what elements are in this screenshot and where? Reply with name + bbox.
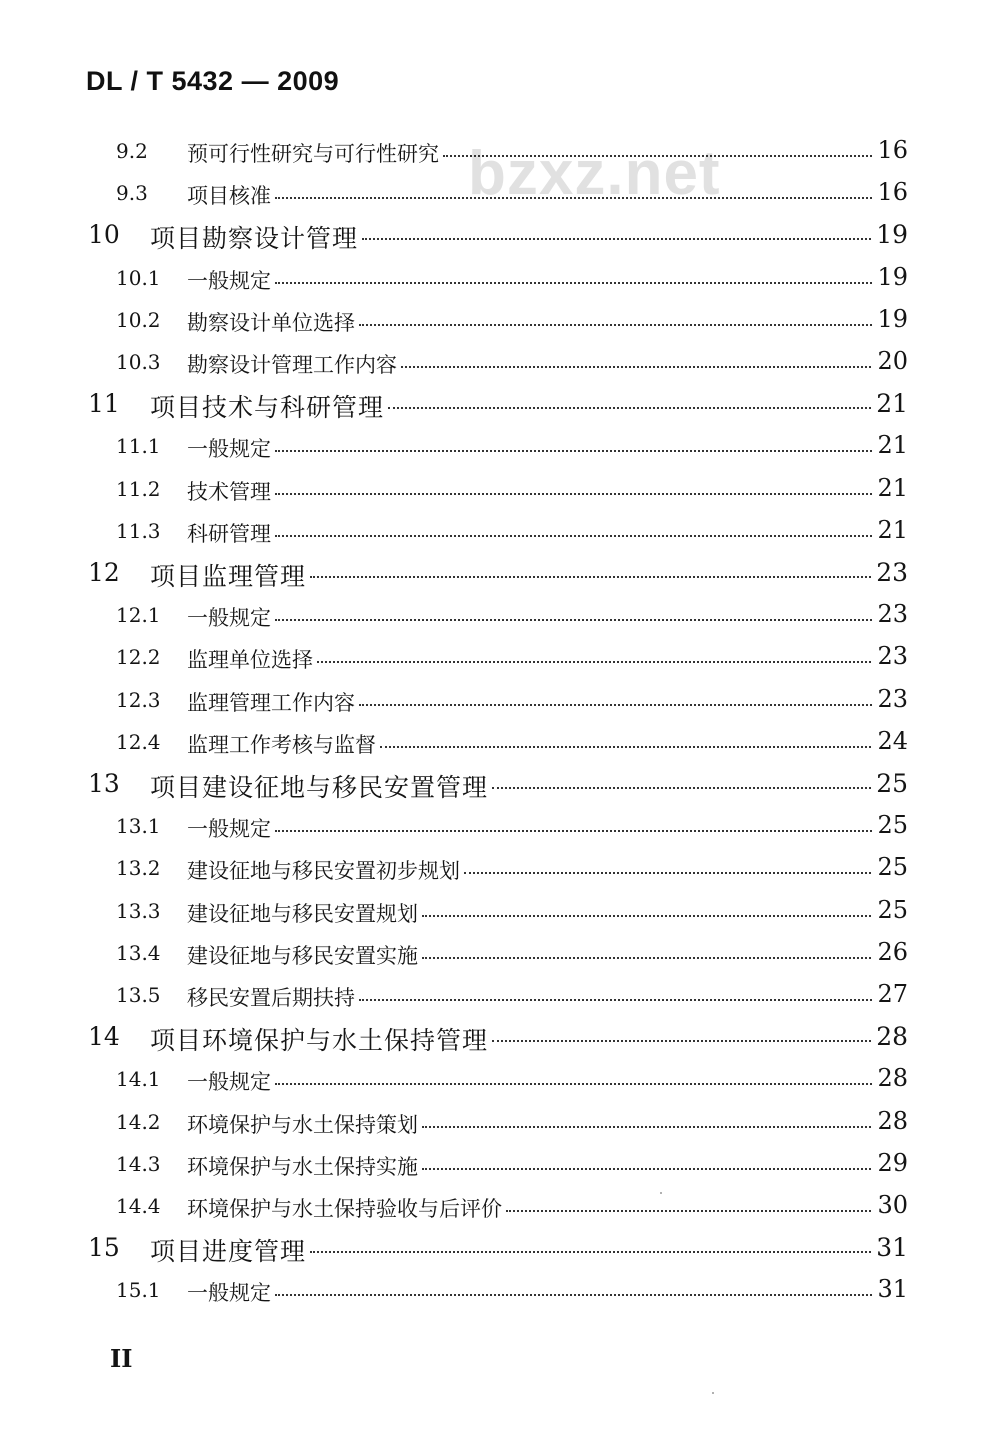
toc-entry-title: 监理单位选择 [187, 644, 317, 674]
toc-entry-page: 24 [873, 727, 908, 755]
toc-entry-page: 31 [872, 1233, 908, 1262]
toc-section-entry[interactable] [0, 847, 1000, 887]
toc-dot-leader [310, 576, 875, 578]
toc-entry-title: 一般规定 [187, 813, 275, 843]
toc-entry-page: 21 [873, 516, 908, 544]
toc-entry-title: 建设征地与移民安置初步规划 [187, 855, 464, 885]
toc-dot-leader [380, 746, 875, 748]
toc-chapter-entry[interactable] [0, 552, 1000, 592]
toc-section-entry[interactable] [0, 890, 1000, 930]
toc-entry-title: 一般规定 [187, 1066, 275, 1096]
toc-entry-number: 13.5 [116, 983, 161, 1007]
toc-entry-page: 30 [873, 1191, 908, 1219]
toc-entry-page: 25 [873, 811, 908, 839]
toc-entry-number: 12.3 [116, 688, 161, 712]
toc-section-entry[interactable] [0, 1058, 1000, 1098]
toc-chapter-entry[interactable] [0, 1016, 1000, 1056]
toc-chapter-entry[interactable] [0, 383, 1000, 423]
toc-entry-page: 23 [872, 558, 908, 587]
toc-entry-number: 10.2 [116, 308, 161, 332]
toc-entry-title: 勘察设计单位选择 [187, 307, 359, 337]
toc-dot-leader [362, 238, 875, 240]
toc-entry-number: 14.1 [116, 1067, 161, 1091]
toc-dot-leader [422, 957, 875, 959]
toc-entry-title: 建设征地与移民安置规划 [187, 898, 422, 928]
toc-entry-title: 一般规定 [187, 265, 275, 295]
toc-entry-page: 25 [873, 896, 908, 924]
toc-entry-number: 9.2 [116, 139, 148, 163]
toc-entry-page: 21 [873, 474, 908, 502]
scan-speck [660, 1192, 662, 1194]
watermark: bzxz.net [468, 139, 721, 208]
toc-entry-title: 项目核准 [187, 180, 275, 210]
toc-entry-title: 项目勘察设计管理 [150, 219, 362, 255]
toc-entry-number: 11.3 [116, 519, 161, 543]
toc-entry-title: 一般规定 [187, 433, 275, 463]
toc-dot-leader [275, 282, 875, 284]
toc-section-entry[interactable] [0, 468, 1000, 508]
toc-entry-page: 16 [873, 178, 908, 206]
toc-entry-number: 12 [88, 558, 120, 587]
toc-dot-leader [464, 872, 875, 874]
toc-entry-number: 14.4 [116, 1194, 161, 1218]
toc-entry-page: 29 [873, 1149, 908, 1177]
toc-dot-leader [359, 704, 875, 706]
scan-speck [712, 1392, 714, 1394]
toc-entry-number: 10.1 [116, 266, 161, 290]
toc-dot-leader [492, 787, 875, 789]
toc-entry-page: 23 [873, 642, 908, 670]
toc-dot-leader [492, 1040, 875, 1042]
toc-entry-title: 项目建设征地与移民安置管理 [150, 768, 492, 804]
toc-section-entry[interactable] [0, 1143, 1000, 1183]
toc-dot-leader [275, 1083, 875, 1085]
toc-entry-page: 28 [873, 1107, 908, 1135]
toc-entry-number: 11 [88, 389, 120, 418]
toc-dot-leader [275, 619, 875, 621]
page-number: II [110, 1344, 133, 1373]
toc-chapter-entry[interactable] [0, 763, 1000, 803]
toc-entry-number: 15.1 [116, 1278, 161, 1302]
toc-entry-number: 11.1 [116, 434, 161, 458]
toc-entry-title: 项目环境保护与水土保持管理 [150, 1021, 492, 1057]
toc-dot-leader [275, 450, 875, 452]
toc-entry-number: 13.2 [116, 856, 161, 880]
toc-entry-number: 12.2 [116, 645, 161, 669]
toc-chapter-entry[interactable] [0, 214, 1000, 254]
toc-section-entry[interactable] [0, 721, 1000, 761]
toc-entry-title: 移民安置后期扶持 [187, 982, 359, 1012]
toc-section-entry[interactable] [0, 636, 1000, 676]
toc-dot-leader [275, 535, 875, 537]
standard-code: DL / T 5432 — 2009 [86, 66, 340, 96]
toc-section-entry[interactable] [0, 257, 1000, 297]
toc-entry-page: 23 [873, 600, 908, 628]
toc-dot-leader [275, 830, 875, 832]
toc-entry-number: 14.3 [116, 1152, 161, 1176]
toc-dot-leader [275, 197, 875, 199]
toc-dot-leader [422, 1126, 875, 1128]
toc-dot-leader [443, 155, 875, 157]
toc-entry-title: 勘察设计管理工作内容 [187, 349, 401, 379]
toc-entry-page: 16 [873, 136, 908, 164]
toc-entry-number: 14.2 [116, 1110, 161, 1134]
toc-section-entry[interactable] [0, 1269, 1000, 1309]
toc-dot-leader [275, 1294, 875, 1296]
toc-dot-leader [422, 915, 875, 917]
toc-entry-number: 10.3 [116, 350, 161, 374]
toc-section-entry[interactable] [0, 805, 1000, 845]
toc-dot-leader [359, 324, 875, 326]
toc-entry-title: 环境保护与水土保持验收与后评价 [187, 1193, 506, 1223]
toc-entry-page: 20 [873, 347, 908, 375]
toc-entry-page: 28 [873, 1064, 908, 1092]
toc-entry-page: 27 [873, 980, 908, 1008]
toc-entry-page: 19 [873, 305, 908, 333]
toc-entry-page: 21 [873, 431, 908, 459]
toc-section-entry[interactable] [0, 679, 1000, 719]
toc-entry-title: 科研管理 [187, 518, 275, 548]
toc-entry-page: 19 [873, 263, 908, 291]
toc-section-entry[interactable] [0, 1101, 1000, 1141]
toc-section-entry[interactable] [0, 341, 1000, 381]
toc-entry-title: 监理工作考核与监督 [187, 729, 380, 759]
toc-dot-leader [506, 1210, 875, 1212]
toc-entry-number: 10 [88, 220, 120, 249]
toc-entry-number: 9.3 [116, 181, 148, 205]
toc-entry-number: 12.4 [116, 730, 161, 754]
toc-entry-page: 23 [873, 685, 908, 713]
toc-entry-title: 一般规定 [187, 602, 275, 632]
toc-entry-page: 25 [872, 769, 908, 798]
toc-entry-page: 26 [873, 938, 908, 966]
toc-entry-title: 预可行性研究与可行性研究 [187, 138, 443, 168]
toc-entry-title: 环境保护与水土保持策划 [187, 1109, 422, 1139]
toc-entry-title: 技术管理 [187, 476, 275, 506]
toc-entry-title: 监理管理工作内容 [187, 687, 359, 717]
toc-entry-page: 21 [872, 389, 908, 418]
toc-entry-title: 环境保护与水土保持实施 [187, 1151, 422, 1181]
toc-entry-number: 13.4 [116, 941, 161, 965]
toc-entry-page: 19 [872, 220, 908, 249]
toc-chapter-entry[interactable] [0, 1227, 1000, 1267]
toc-section-entry[interactable] [0, 932, 1000, 972]
toc-section-entry[interactable] [0, 594, 1000, 634]
toc-section-entry[interactable] [0, 299, 1000, 339]
toc-section-entry[interactable] [0, 1185, 1000, 1225]
toc-dot-leader [275, 493, 875, 495]
toc-dot-leader [422, 1168, 875, 1170]
toc-entry-title: 项目监理管理 [150, 557, 310, 593]
toc-section-entry[interactable] [0, 510, 1000, 550]
toc-dot-leader [317, 661, 875, 663]
toc-section-entry[interactable] [0, 974, 1000, 1014]
toc-entry-page: 28 [872, 1022, 908, 1051]
toc-entry-number: 13.1 [116, 814, 161, 838]
toc-dot-leader [310, 1251, 875, 1253]
toc-entry-number: 13 [88, 769, 120, 798]
toc-entry-number: 14 [88, 1022, 120, 1051]
toc-section-entry[interactable] [0, 130, 1000, 170]
toc-section-entry[interactable] [0, 425, 1000, 465]
toc-entry-page: 31 [873, 1275, 908, 1303]
toc-entry-number: 13.3 [116, 899, 161, 923]
toc-entry-number: 11.2 [116, 477, 161, 501]
toc-section-entry[interactable] [0, 172, 1000, 212]
toc-dot-leader [401, 366, 875, 368]
toc-dot-leader [388, 407, 875, 409]
toc-entry-number: 15 [88, 1233, 120, 1262]
toc-entry-page: 25 [873, 853, 908, 881]
toc-dot-leader [359, 999, 875, 1001]
toc-entry-title: 项目进度管理 [150, 1232, 310, 1268]
toc-entry-title: 一般规定 [187, 1277, 275, 1307]
toc-entry-title: 项目技术与科研管理 [150, 388, 388, 424]
toc-entry-title: 建设征地与移民安置实施 [187, 940, 422, 970]
toc-entry-number: 12.1 [116, 603, 161, 627]
